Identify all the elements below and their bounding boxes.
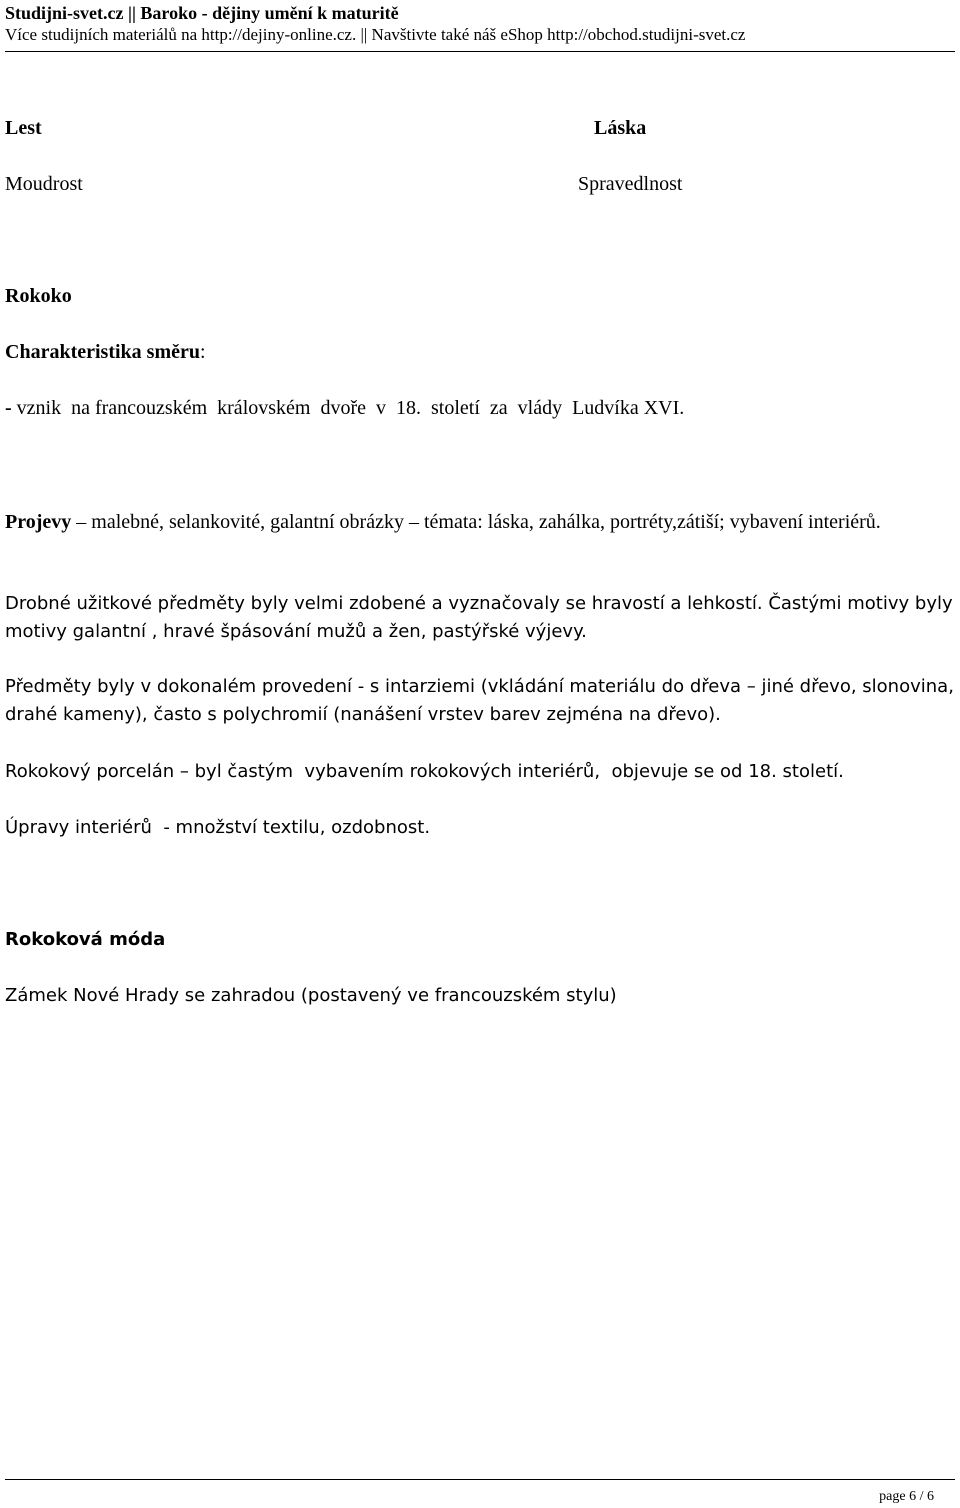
label-lest: Lest [5,117,42,139]
footer-divider [5,1479,955,1480]
rokoko-heading: Rokoko [5,285,72,307]
porcelan-paragraph: Rokokový porcelán – byl častým vybavením rokokových interiérů, objevuje se od 18. století. [5,761,844,782]
header-subtitle: Více studijních materiálů na http://dejiny-online.cz. || Navštivte také náš eShop http://obchod.studijni-svet.cz [5,25,746,44]
characteristics-label: Charakteristika směru [5,341,200,363]
characteristics-colon: : [199,341,206,363]
origin-dash: - [5,397,12,419]
label-spravedlnost: Spravedlnost [578,173,683,195]
header-divider [5,51,955,52]
zamek-paragraph: Zámek Nové Hrady se zahradou (postavený ve francouzském stylu) [5,985,617,1006]
projevy-text: – malebné, selankovité, galantní obrázky – témata: láska, zahálka, portréty,zátiší; vybavení interiérů. [71,511,881,533]
moda-heading: Rokoková móda [5,929,166,950]
upravy-paragraph: Úpravy interiérů - množství textilu, ozdobnost. [5,817,431,838]
label-moudrost: Moudrost [5,173,83,195]
drobne-paragraph: Drobné užitkové předměty byly velmi zdobené a vyznačovaly se hravostí a lehkostí. Častými motivy byly motivy galantní , hravé špásování mužů a žen, pastýřské výjevy. [5,593,953,642]
origin-line [5,396,684,420]
page-number: page 6 / 6 [879,1489,934,1504]
header-title: Studijni-svet.cz || Baroko - dějiny umění k maturitě [5,3,399,23]
characteristics-heading [5,340,206,364]
projevy-label: Projevy [5,511,72,533]
projevy-paragraph [5,508,925,536]
predmety-paragraph: Předměty byly v dokonalém provedení - s intarziemi (vkládání materiálu do dřeva – jiné dřevo, slonovina, drahé kameny), často s polychromií (nanášení vrstev barev zejména na dřevo). [5,676,954,725]
label-laska: Láska [594,117,647,139]
origin-text: vznik na francouzském královském dvoře v 18. století za vlády Ludvíka XVI. [16,397,685,419]
